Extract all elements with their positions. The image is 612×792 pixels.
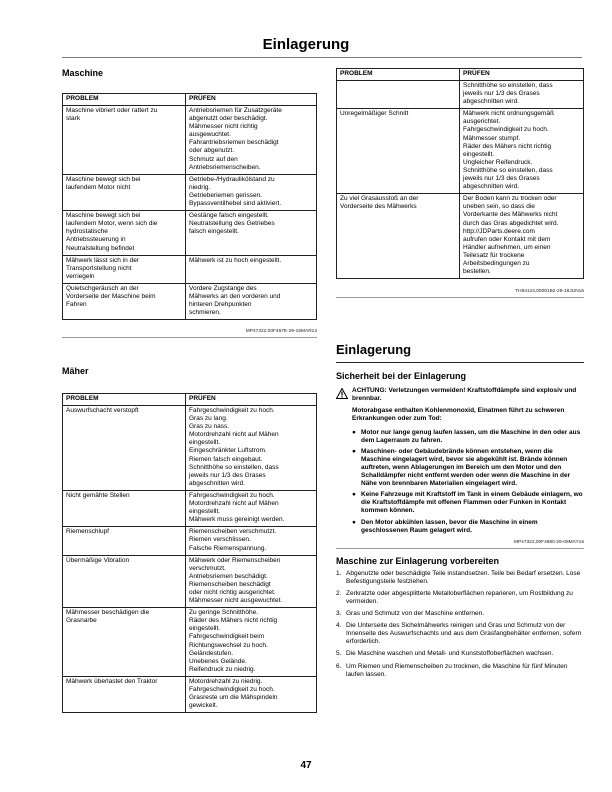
cell-line: verschmutzt. xyxy=(189,564,226,572)
step-number: 1. xyxy=(336,569,342,577)
table-row xyxy=(337,194,584,279)
problem-cell xyxy=(63,490,186,526)
step-item xyxy=(336,610,584,618)
cell-line: laufendem Motor, wenn sich die xyxy=(66,220,158,228)
prep-steps xyxy=(336,570,584,679)
cell-line: oder nicht richtig ausgerichtet. xyxy=(189,588,276,596)
mower-table xyxy=(62,393,317,713)
page-number: 47 xyxy=(300,760,312,771)
step-item xyxy=(336,622,584,646)
cell-line: Arbeitsbedingungen zu xyxy=(463,259,530,267)
table-row xyxy=(63,211,317,255)
cell-line: Riemenscheiben verschmutzt. xyxy=(189,528,277,536)
cell-line: Antriebssteuerung in xyxy=(66,236,126,244)
problem-cell xyxy=(63,211,186,255)
cell-line: Riemen verschlissen. xyxy=(189,536,251,544)
cell-line: Getrieberiemen gerissen. xyxy=(189,191,262,199)
storage-ref: MP47322,00F4680-29-08MAY15 xyxy=(513,539,584,545)
col-check: PRÜFEN xyxy=(186,394,317,406)
cell-line: Fahrgeschwindigkeit zu hoch. xyxy=(463,126,549,134)
cell-line: Motordrehzahl nicht auf Mähen xyxy=(189,500,279,508)
cell-line: Reifendruck zu niedrig. xyxy=(189,665,256,673)
header-divider xyxy=(62,57,582,58)
check-cell xyxy=(186,255,317,283)
problem-cell xyxy=(63,676,186,712)
section-divider xyxy=(336,548,584,549)
step-text: Abgenutzte oder beschädigte Teile instandsetzen. Teile bei Bedarf ersetzen. Lose Befestigungsteile festziehen. xyxy=(346,569,581,585)
cell-line: Motordrehzahl nicht auf Mähen xyxy=(189,431,279,439)
prep-heading: Maschine zur Einlagerung vorbereiten xyxy=(336,555,500,566)
cell-line: Antriebsriemen für Zusatzgeräte xyxy=(189,107,282,114)
table-row xyxy=(63,255,317,283)
problem-cell xyxy=(63,555,186,608)
check-cell xyxy=(186,283,317,319)
mower-heading: Mäher xyxy=(62,366,89,376)
cell-line: falsch eingestellt. xyxy=(189,228,239,236)
step-item xyxy=(336,590,584,606)
cell-line: abgeschnitten wird. xyxy=(189,479,246,487)
warning-text: ACHTUNG: Verletzungen vermeiden! Kraftstoffdämpfe sind explosiv und brennbar. xyxy=(352,387,577,403)
cell-line: Riemenschlupf xyxy=(66,528,109,536)
step-number: 4. xyxy=(336,622,342,630)
cell-line: Übermäßige Vibration xyxy=(66,556,130,564)
cell-line: Richtungswechsel zu hoch. xyxy=(189,641,268,649)
check-cell xyxy=(186,174,317,210)
cell-line: jeweils nur 1/3 des Grases xyxy=(463,90,540,98)
cont-ref: TH84124,00001B2-29-18JUN15 xyxy=(515,289,584,295)
col-check: PRÜFEN xyxy=(460,69,584,81)
step-number: 2. xyxy=(336,589,342,597)
cell-line: Maschine vibriert oder rattert zu xyxy=(66,107,158,114)
cell-line: Gras zu lang. xyxy=(189,415,228,423)
cell-line: stark xyxy=(66,115,81,123)
check-cell xyxy=(186,406,317,491)
cell-line: Teilesatz für trockene xyxy=(463,251,525,259)
table-row xyxy=(63,555,317,608)
step-text: Die Maschine waschen und Metall- und Kunststoffoberflächen wachsen. xyxy=(346,650,554,658)
safety-heading: Sicherheit bei der Einlagerung xyxy=(336,371,467,382)
check-cell xyxy=(186,106,317,175)
table-row xyxy=(63,527,317,555)
step-text: Gras und Schmutz von der Maschine entfernen. xyxy=(346,610,485,618)
cell-line: Grasreste um die Mähspindeln xyxy=(189,694,278,702)
cell-line: uneben sein, so dass die xyxy=(463,203,535,211)
cell-line: Fahrgeschwindigkeit zu hoch. xyxy=(189,491,275,499)
step-number: 6. xyxy=(336,662,342,670)
cell-line: Händler aufnehmen, um einen xyxy=(463,243,551,251)
check-cell xyxy=(186,527,317,555)
storage-section xyxy=(336,342,584,683)
check-cell xyxy=(186,490,317,526)
cell-line: Ungleicher Reifendruck. xyxy=(463,158,533,166)
cell-line: bestellen. xyxy=(463,268,491,276)
cell-line: Schnitthöhe so einstellen, dass xyxy=(463,82,553,89)
cell-line: Riemen falsch eingebaut. xyxy=(189,455,263,463)
cell-line: Motordrehzahl zu niedrig. xyxy=(189,677,263,685)
cont-table xyxy=(336,68,584,279)
cell-line: Unregelmäßiger Schnitt xyxy=(340,110,409,118)
problem-cell xyxy=(63,406,186,491)
machine-section xyxy=(62,68,317,78)
cell-line: Fahrgeschwindigkeit zu hoch. xyxy=(189,407,275,414)
cell-line: Auswurfschacht verstopft xyxy=(66,407,139,414)
table-row xyxy=(63,490,317,526)
safety-intro: Motorabgase enthalten Kohlenmonoxid, Einatmen führt zu schweren Erkrankungen oder zum Tod: xyxy=(352,407,565,423)
check-cell xyxy=(186,555,317,608)
cell-line: hydrostatische xyxy=(66,228,108,236)
check-cell xyxy=(186,608,317,677)
cell-line: http://JDParts.deere.com xyxy=(463,227,535,235)
bullet-text: Den Motor abkühlen lassen, bevor die Maschine in einem geschlossenen Raum gelagert wird. xyxy=(361,518,538,534)
col-problem: PROBLEM xyxy=(63,394,186,406)
step-item xyxy=(336,663,584,679)
check-cell xyxy=(460,194,584,279)
bullet-text: Keine Fahrzeuge mit Kraftstoff im Tank in einem Gebäude einlagern, wo die Kraftstoffdämpfe mit offenen Flammen oder Funken in Kontakt kommen können. xyxy=(361,491,583,515)
cell-line: aufrufen oder Kontakt mit dem xyxy=(463,235,551,243)
problem-cell xyxy=(337,194,460,279)
problem-cell xyxy=(63,106,186,175)
cell-line: Fahren xyxy=(66,301,87,309)
cell-line: Transportstellung nicht xyxy=(66,264,132,272)
cell-line: abgenutzt oder beschädigt. xyxy=(189,115,268,123)
col-problem: PROBLEM xyxy=(63,94,186,106)
cell-line: eingestellt. xyxy=(463,150,495,158)
table-row xyxy=(63,406,317,491)
step-text: Zerkratzte oder abgesplitterte Metalloberflächen reparieren, um Rostbildung zu vermeiden. xyxy=(346,589,573,605)
page-title: Einlagerung xyxy=(262,36,350,53)
cell-line: Gestänge falsch eingestellt. xyxy=(189,212,269,220)
cell-line: Unebenes Gelände. xyxy=(189,657,247,665)
cell-line: Schmutz auf den xyxy=(189,155,238,163)
step-number: 5. xyxy=(336,650,342,658)
cell-line: Bypassventilhebel sind aktiviert. xyxy=(189,200,282,208)
step-item xyxy=(336,650,584,658)
cell-line: Mähwerk lässt sich in der xyxy=(66,256,139,264)
cell-line: Fahrgeschwindigkeit beim xyxy=(189,633,265,641)
step-number: 3. xyxy=(336,610,342,618)
problem-cell xyxy=(63,255,186,283)
bullet-item xyxy=(352,447,584,488)
warning-block xyxy=(336,387,584,403)
bullet-item xyxy=(352,491,584,515)
cell-line: Räder des Mähers nicht richtig xyxy=(463,142,552,150)
bullet-item xyxy=(352,428,584,445)
check-cell xyxy=(186,211,317,255)
machine-table-wrap xyxy=(62,93,317,338)
cell-line: laufendem Motor nicht xyxy=(66,183,131,191)
cell-line: Mähwerk muss gereinigt werden. xyxy=(189,516,285,524)
cell-line: Mähwerk überlastet den Traktor xyxy=(66,677,158,685)
table-row xyxy=(63,608,317,677)
cell-line: Gras zu nass. xyxy=(189,423,230,431)
cont-table-wrap xyxy=(336,68,584,298)
cell-line: Mähwerk ist zu hoch eingestellt. xyxy=(189,256,282,264)
warning-icon xyxy=(336,388,348,399)
cell-line: Vorderseite des Mähwerks xyxy=(340,203,417,211)
cell-line: Schnitthöhe so einstellen, dass xyxy=(189,463,279,471)
bullet-icon: ● xyxy=(352,491,356,499)
machine-heading: Maschine xyxy=(62,68,104,78)
problem-cell xyxy=(63,174,186,210)
cell-line: Neutralstellung des Getriebes xyxy=(189,220,275,228)
bullet-icon: ● xyxy=(352,447,356,455)
cell-line: hinteren Drehpunkten xyxy=(189,301,252,309)
mower-table-wrap xyxy=(62,393,317,713)
cell-line: Antriebsriemenscheiben. xyxy=(189,163,261,171)
storage-title: Einlagerung xyxy=(336,342,412,357)
col-problem: PROBLEM xyxy=(337,69,460,81)
safety-bullets xyxy=(336,429,584,535)
bullet-text: Motor nur lange genug laufen lassen, um die Maschine in den oder aus dem Lagerraum zu fahren. xyxy=(361,428,581,444)
table-row xyxy=(63,106,317,175)
cell-line: jeweils nur 1/3 des Grases xyxy=(463,175,540,183)
cell-line: Schnitthöhe so einstellen, dass xyxy=(463,166,553,174)
cell-line: Eingeschränkter Luftstrom. xyxy=(189,447,267,455)
cell-line: Antriebsriemen beschädigt. xyxy=(189,572,268,580)
section-divider xyxy=(62,337,317,338)
cell-line: Der Boden kann zu trocken oder xyxy=(463,195,557,203)
step-text: Die Unterseite des Sichelmähwerks reinigen und Gras und Schmutz von der Innenseite des Auswurfschachts und aus dem Grasfangbehälter entfernen, sofern erforderlich. xyxy=(346,622,582,646)
cell-line: Vordere Zugstange des xyxy=(189,284,257,292)
cell-line: schmieren. xyxy=(189,309,221,317)
cell-line: Mähwerk nicht ordnungsgemäß xyxy=(463,110,555,118)
problem-cell xyxy=(337,109,460,194)
bullet-item xyxy=(352,518,584,535)
cell-line: ausgerichtet. xyxy=(463,118,501,126)
cell-line: Falsche Riemenspannung. xyxy=(189,544,267,552)
cell-line: Quietschgeräusch an der xyxy=(66,284,139,292)
cell-line: Mähwerks an den vorderen und xyxy=(189,292,281,300)
step-item xyxy=(336,570,584,586)
storage-title-rule xyxy=(336,362,584,363)
table-row xyxy=(337,81,584,109)
cell-line: jeweils nur 1/3 des Grases xyxy=(189,471,266,479)
section-divider xyxy=(336,297,584,298)
check-cell xyxy=(186,676,317,712)
col-check: PRÜFEN xyxy=(186,94,317,106)
cell-line: abgeschnitten wird. xyxy=(463,183,520,191)
cell-line: Mähmesser beschädigen die xyxy=(66,609,150,617)
cell-line: Mähwerk oder Riemenscheiben xyxy=(189,556,281,564)
table-row xyxy=(337,109,584,194)
bullet-icon: ● xyxy=(352,518,356,526)
table-row xyxy=(63,174,317,210)
cell-line: Getriebe-/Hydraulikölstand zu xyxy=(189,175,275,183)
cell-line: Zu geringe Schnitthöhe. xyxy=(189,609,259,617)
problem-cell xyxy=(63,283,186,319)
cell-line: eingestellt. xyxy=(189,508,221,516)
cell-line: verriegeln xyxy=(66,272,95,280)
cell-line: Mähmesser stumpf. xyxy=(463,134,521,142)
table-row xyxy=(63,676,317,712)
cell-line: Fahrgeschwindigkeit zu hoch. xyxy=(189,686,275,693)
check-cell xyxy=(460,109,584,194)
cell-line: Neutralstellung befindet xyxy=(66,244,135,252)
machine-ref: MP47322,00F467E-29-15MAR13 xyxy=(245,329,317,335)
cell-line: oder abgenutzt. xyxy=(189,147,235,155)
problem-cell xyxy=(63,527,186,555)
cell-line: eingestellt. xyxy=(189,625,221,633)
problem-cell xyxy=(63,608,186,677)
bullet-icon: ● xyxy=(352,428,356,436)
cell-line: ausgewuchtet. xyxy=(189,131,231,139)
step-text: Um Riemen und Riemenscheiben zu trocknen, die Maschine für fünf Minuten laufen lassen. xyxy=(346,662,568,678)
cell-line: Zu viel Grasausstoß an der xyxy=(340,195,419,203)
cell-line: Nicht gemähte Stellen xyxy=(66,491,130,499)
cont-rows xyxy=(337,81,584,279)
cell-line: Räder des Mähers nicht richtig xyxy=(189,617,278,625)
cell-line: Maschine bewegt sich bei xyxy=(66,175,141,183)
cell-line: Vorderkante des Mähwerks nicht xyxy=(463,211,558,219)
cell-line: niedrig. xyxy=(189,183,211,191)
cell-line: Geländestufen. xyxy=(189,649,234,657)
problem-cell xyxy=(337,81,460,109)
cell-line: Vorderseite der Maschine beim xyxy=(66,292,156,300)
cell-line: Riemenscheiben beschädigt xyxy=(189,580,271,588)
cell-line: Mähmesser nicht ausgewuchtet. xyxy=(189,597,283,605)
cell-line: durch das Gras abgedichtet wird. xyxy=(463,219,559,227)
bullet-text: Maschinen- oder Gebäudebrände können entstehen, wenn die Maschine eingelagert wird, bevor sie abgekühlt ist. Brände können auftreten, wenn Ablagerungen im Bereich um den Motor und den Schalldämpfer nicht entfernt werden oder wenn die Maschine in der Nähe von brennbaren Materialien eingelagert wird. xyxy=(361,447,571,488)
cell-line: abgeschnitten wird. xyxy=(463,98,520,106)
cell-line: eingestellt. xyxy=(189,439,221,447)
cell-line: gewickelt. xyxy=(189,702,218,710)
cell-line: Mähmesser nicht richtig xyxy=(189,123,258,131)
cell-line: Maschine bewegt sich bei xyxy=(66,212,141,220)
machine-rows xyxy=(63,106,317,320)
machine-table xyxy=(62,93,317,320)
mower-section xyxy=(62,366,317,376)
cell-line: Fahrantriebsriemen beschädigt xyxy=(189,139,279,147)
table-row xyxy=(63,283,317,319)
check-cell xyxy=(460,81,584,109)
mower-rows xyxy=(63,406,317,713)
cell-line: Grasnarbe xyxy=(66,617,97,625)
